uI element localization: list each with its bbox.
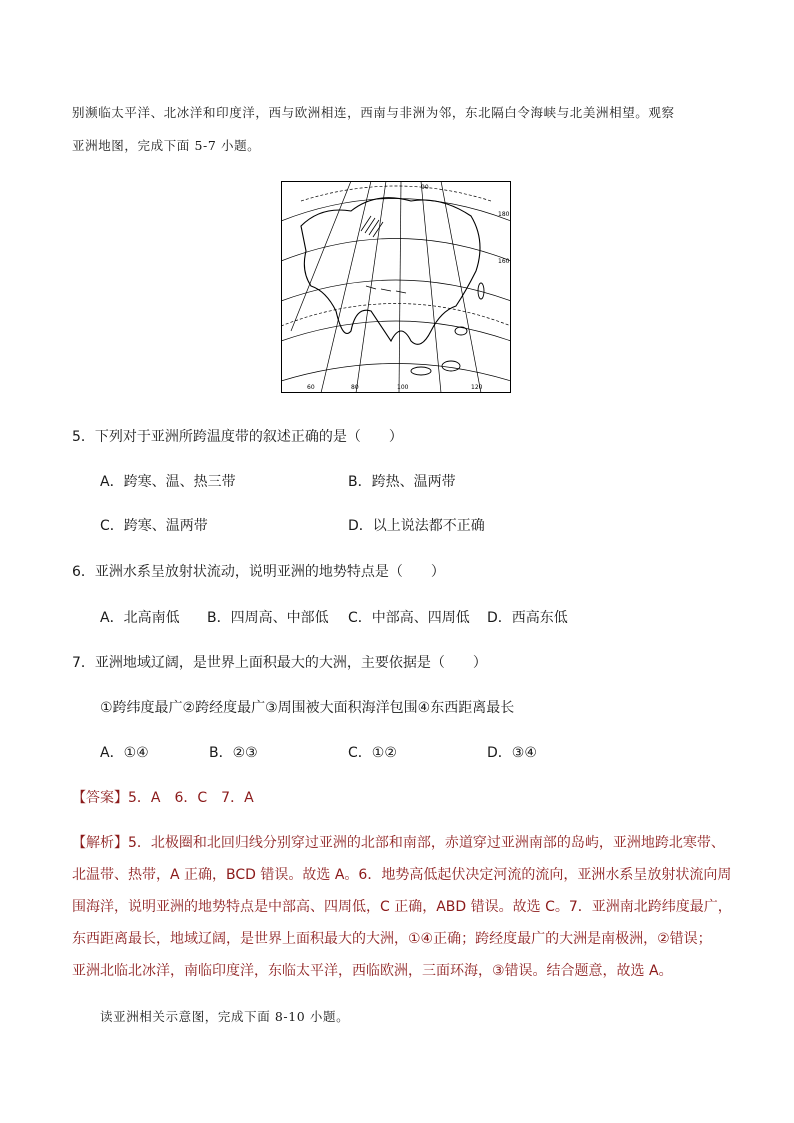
analysis-line-3: 围海洋，说明亚洲的地势特点是中部高、四周低，C 正确，ABD 错误。故选 C。7．亚洲南北跨纬度最广， [72,899,732,915]
q7-items: ①跨纬度最广②跨经度最广③周围被大面积海洋包围④东西距离最长 [100,700,515,716]
lon-label-160: 160 [498,258,510,265]
analysis-line-1 [72,832,725,852]
q7-option-d: D．③④ [487,745,537,761]
q7-option-a: A．①④ [100,745,149,761]
q7-option-b: B．②③ [209,745,258,761]
q5-option-c: C．跨寒、温两带 [100,518,208,534]
answer-text: 5．A 6．C 7．A [128,790,254,806]
analysis-tag: 【解析】 [72,835,128,851]
lon-label-90: 90 [421,184,429,191]
analysis-line-5: 亚洲北临北冰洋，南临印度洋，东临太平洋，西临欧洲，三面环海，③错误。结合题意，故选 A。 [72,963,673,979]
analysis-line-2: 北温带、热带，A 正确，BCD 错误。故选 A。6．地势高低起伏决定河流的流向，亚洲水系呈放射状流向周 [72,867,732,883]
q6-option-b: B．四周高、中部低 [207,610,329,626]
q5-stem: 5．下列对于亚洲所跨温度带的叙述正确的是（ ） [72,429,403,445]
lon-label-80: 80 [351,384,359,391]
lon-label-180: 180 [498,211,510,218]
lon-label-60: 60 [307,384,315,391]
q6-option-c: C．中部高、四周低 [348,610,470,626]
asia-map-icon [281,181,511,393]
q6-option-d: D．西高东低 [487,610,568,626]
q6-option-a: A．北高南低 [100,610,180,626]
analysis-line-4: 东西距离最长，地域辽阔，是世界上面积最大的大洲，①④正确；跨经度最广的大洲是南极洲，②错误； [72,931,712,947]
q5-option-b: B．跨热、温两带 [348,474,456,490]
answer-tag: 【答案】 [72,790,128,806]
analysis-text-1: 5．北极圈和北回归线分别穿过亚洲的北部和南部，赤道穿过亚洲南部的岛屿，亚洲地跨北寒带、 [128,835,725,851]
q7-option-c: C．①② [348,745,397,761]
answer-line [72,787,254,807]
intro-line-2: 亚洲地图，完成下面 5-7 小题。 [72,138,261,153]
next-instruction: 读亚洲相关示意图，完成下面 8-10 小题。 [100,1009,350,1024]
lon-label-120: 120 [471,384,483,391]
q5-option-d: D．以上说法都不正确 [348,518,485,534]
q5-option-a: A．跨寒、温、热三带 [100,474,236,490]
lon-label-100: 100 [397,384,409,391]
q7-stem: 7．亚洲地域辽阔，是世界上面积最大的大洲，主要依据是（ ） [72,655,487,671]
q6-stem: 6．亚洲水系呈放射状流动，说明亚洲的地势特点是（ ） [72,564,445,580]
intro-line-1: 别濒临太平洋、北冰洋和印度洋，西与欧洲相连，西南与非洲为邻，东北隔白令海峡与北美洲相望。观察 [72,105,675,120]
